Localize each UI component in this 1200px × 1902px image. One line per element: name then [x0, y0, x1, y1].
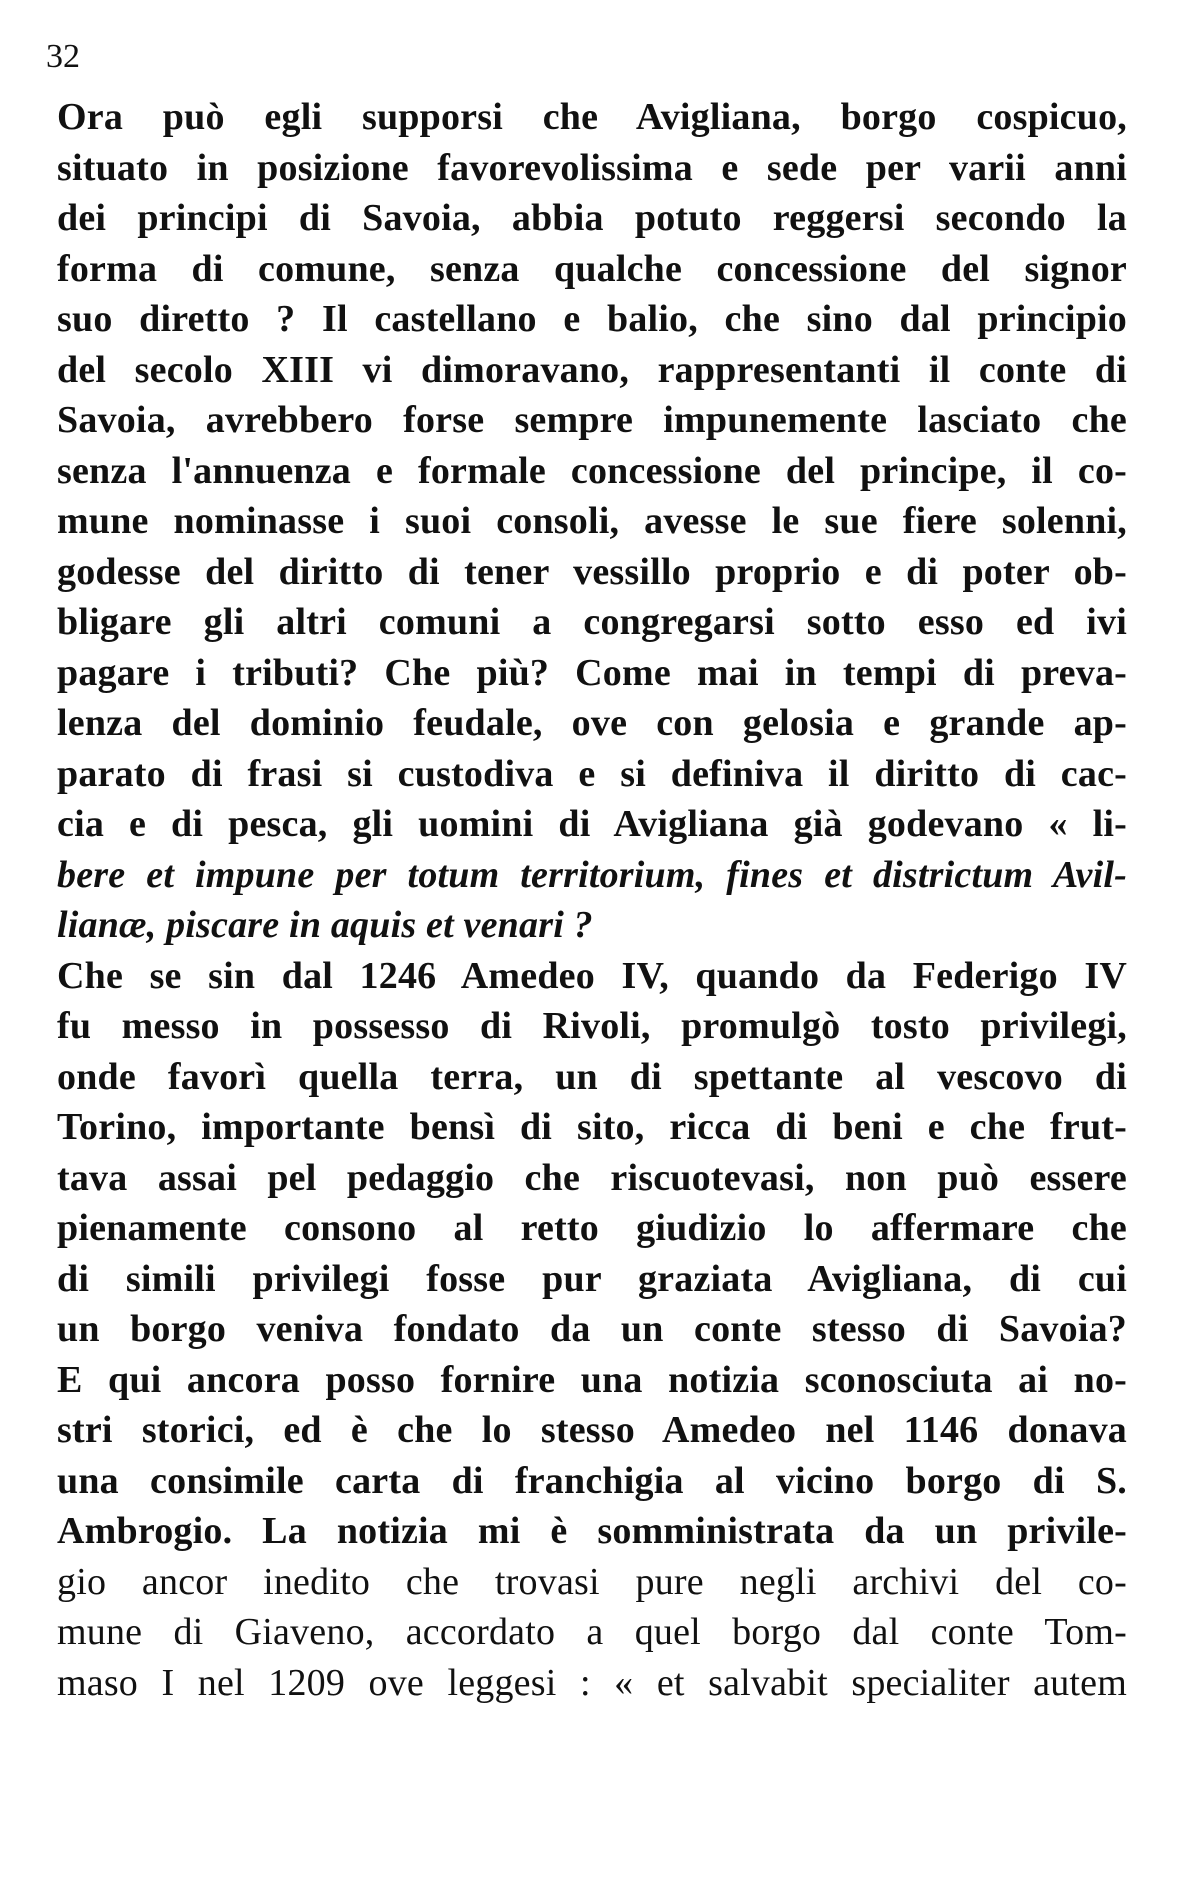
text-line: mune di Giaveno, accordato a quel borgo dal conte Tom- [57, 1611, 1127, 1653]
text-line: mune nominasse i suoi consoli, avesse le sue fiere solenni, [57, 500, 1127, 542]
text-line: situato in posizione favorevolissima e sede per varii anni [57, 146, 1127, 189]
text-line: parato di frasi si custodiva e si definiva il diritto di cac- [57, 752, 1127, 795]
text-line: Che se sin dal 1246 Amedeo IV, quando da Federigo IV [57, 954, 1127, 997]
text-line: Torino, importante bensì di sito, ricca di beni e che frut- [57, 1106, 1127, 1148]
text-line: un borgo veniva fondato da un conte stesso di Savoia? [57, 1308, 1127, 1350]
text-line: stri storici, ed è che lo stesso Amedeo nel 1146 donava [57, 1409, 1127, 1451]
text-line: pagare i tributi? Che più? Come mai in tempi di preva- [57, 651, 1127, 694]
text-line: fu messo in possesso di Rivoli, promulgò tosto privilegi, [57, 1005, 1127, 1047]
text-line: onde favorì quella terra, un di spettante al vescovo di [57, 1055, 1127, 1098]
latin-quote-line: bere et impune per totum territorium, fines et districtum Avil- [57, 853, 1127, 896]
text-line: forma di comune, senza qualche concessione del signor [57, 247, 1127, 290]
text-line: pienamente consono al retto giudizio lo affermare che [57, 1207, 1127, 1249]
text-line: Savoia, avrebbero forse sempre impunemente lasciato che [57, 399, 1127, 441]
text-line: Ambrogio. La notizia mi è somministrata da un privile- [57, 1510, 1127, 1552]
text-line: Ora può egli supporsi che Avigliana, borgo cospicuo, [57, 96, 1127, 138]
text-line: godesse del diritto di tener vessillo proprio e di poter ob- [57, 550, 1127, 593]
text-line: gio ancor inedito che trovasi pure negli archivi del co- [57, 1560, 1127, 1603]
text-line: dei principi di Savoia, abbia potuto reggersi secondo la [57, 197, 1127, 239]
text-line: di simili privilegi fosse pur graziata Avigliana, di cui [57, 1257, 1127, 1300]
text-line: cia e di pesca, gli uomini di Avigliana già godevano « li- [57, 803, 1127, 845]
paragraph-2 [57, 951, 1127, 1709]
text-line: tava assai pel pedaggio che riscuotevasi, non può essere [57, 1156, 1127, 1199]
text-line: bligare gli altri comuni a congregarsi sotto esso ed ivi [57, 601, 1127, 643]
body-text [57, 92, 1127, 1708]
page-number: 32 [46, 38, 80, 75]
text-line: lenza del dominio feudale, ove con gelosia e grande ap- [57, 702, 1127, 744]
paragraph-1 [57, 92, 1127, 951]
text-line: maso I nel 1209 ove leggesi : « et salvabit specialiter autem [57, 1661, 1127, 1704]
text-line: del secolo XIII vi dimoravano, rappresentanti il conte di [57, 348, 1127, 391]
latin-quote-line: lianæ, piscare in aquis et venari ? [57, 904, 593, 946]
text-line: senza l'annuenza e formale concessione del principe, il co- [57, 449, 1127, 492]
text-line: E qui ancora posso fornire una notizia sconosciuta ai no- [57, 1358, 1127, 1401]
text-line: una consimile carta di franchigia al vicino borgo di S. [57, 1459, 1127, 1502]
text-line: suo diretto ? Il castellano e balio, che sino dal principio [57, 298, 1127, 340]
